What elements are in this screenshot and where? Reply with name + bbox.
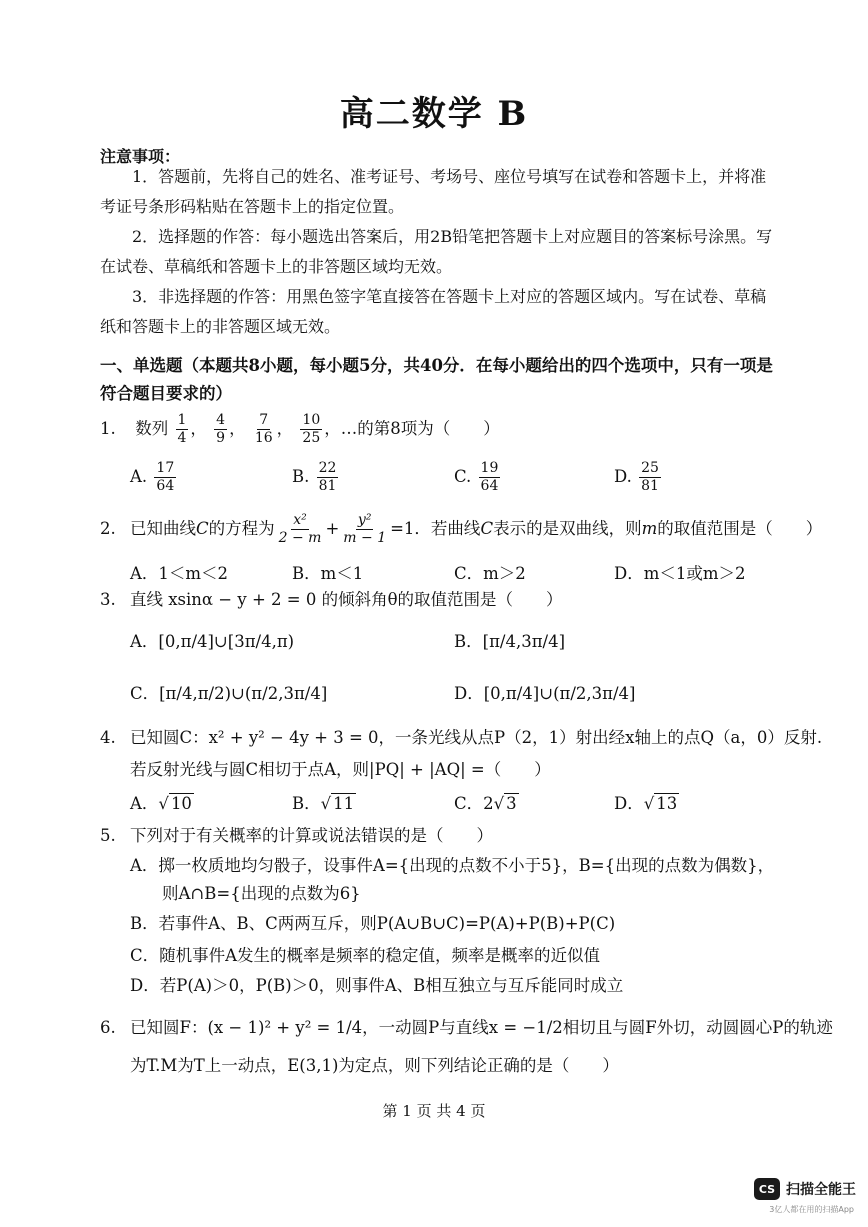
q3-option-b: B．[π/4,3π/4] <box>454 632 566 651</box>
q3-option-a: A．[0,π/4]∪[3π/4,π) <box>130 632 295 651</box>
q5-option-b: B．若事件A、B、C两两互斥，则P(A∪B∪C)=P(A)+P(B)+P(C) <box>130 914 616 933</box>
question-3: 3. 直线 xsinα − y + 2 = 0 的倾斜角θ的取值范围是（ ） <box>100 590 563 609</box>
q4-option-c: C．2√ 3 <box>454 794 517 813</box>
q4-option-b: B．√ 11 <box>292 794 355 813</box>
question-2: 2. 已知曲线C的方程为 $\frac{\text{x²}}{2 - m}$ + $\frac{\text{y²}}{m - 1}$ =1．若曲线C表示的是双曲线，则m的取值范围是（ ） <box>100 512 823 546</box>
question-6-line2: 为T.M为T上一动点，E(3,1)为定点，则下列结论正确的是（ ） <box>130 1056 619 1075</box>
question-6: 6. 已知圆F：(x − 1)² + y² = 1/4，一动圆P与直线x = −1/2相切且与圆F外切，动圆圆心P的轨迹 <box>100 1018 833 1037</box>
q2-option-a: A．1＜m＜2 <box>130 564 229 583</box>
watermark-text: 扫描全能王 <box>786 1182 856 1198</box>
q5-option-a: A．掷一枚质地均匀骰子，设事件A={出现的点数不小于5}，B={出现的点数为偶数}， <box>130 856 775 875</box>
question-4-line2: 若反射光线与圆C相切于点A，则|PQ| + |AQ| =（ ） <box>130 760 551 779</box>
notice-heading: 注意事项： <box>100 147 181 166</box>
fraction: $\frac{1}{4}$ <box>177 412 187 446</box>
fraction: $\frac{10}{25}$ <box>302 412 321 446</box>
q5-option-d: D．若P(A)＞0，P(B)＞0，则事件A、B相互独立与互斥能同时成立 <box>130 976 624 995</box>
q1-option-b: B. $\frac{22}{81}$ <box>292 460 337 494</box>
question-1: 1. 数列 $\frac{1}{4}$ ， $\frac{4}{9}$ ， $\frac{7}{16}$ ， $\frac{10}{25}$ ，…的第8项为（ ） <box>100 412 500 446</box>
q5-option-c: C．随机事件A发生的概率是频率的稳定值，频率是概率的近似值 <box>130 946 601 965</box>
q1-suffix: ，…的第8项为（ ） <box>324 419 500 438</box>
question-4: 4. 已知圆C：x² + y² − 4y + 3 = 0，一条光线从点P（2，1）射出经x轴上的点Q（a，0）反射. <box>100 728 823 747</box>
q3-option-d: D．[0,π/4]∪(π/2,3π/4] <box>454 684 636 703</box>
q2-option-d: D．m＜1或m＞2 <box>614 564 746 583</box>
notice-item-1: 1．答题前，先将自己的姓名、准考证号、考场号、座位号填写在试卷和答题卡上，并将准考证号条形码粘贴在答题卡上的指定位置。 <box>100 167 767 216</box>
q4-option-d: D．√ 13 <box>614 794 678 813</box>
fraction: $\frac{4}{9}$ <box>216 412 226 446</box>
q2-option-b: B．m＜1 <box>292 564 364 583</box>
page-title: 高二数学 B <box>339 94 529 134</box>
question-5: 5. 下列对于有关概率的计算或说法错误的是（ ） <box>100 826 493 845</box>
q1-option-a: A. $\frac{17}{64}$ <box>130 460 175 494</box>
section-heading: 一、单选题（本题共8小题，每小题5分，共40分．在每小题给出的四个选项中，只有一项是符合题目要求的） <box>100 356 773 403</box>
page-footer: 第 1 页 共 4 页 <box>382 1102 486 1120</box>
question-number: 1. <box>100 419 116 438</box>
q1-option-c: C. $\frac{19}{64}$ <box>454 460 499 494</box>
scanner-watermark <box>754 1178 856 1200</box>
fraction: $\frac{7}{16}$ <box>254 412 273 446</box>
q3-option-c: C．[π/4,π/2)∪(π/2,3π/4] <box>130 684 328 703</box>
notice-item-2: 2．选择题的作答：每小题选出答案后，用2B铅笔把答题卡上对应题目的答案标号涂黑。写在试卷、草稿纸和答题卡上的非答题区域均无效。 <box>100 227 773 276</box>
camscanner-logo-icon: CS <box>754 1178 780 1200</box>
q5-option-a-line2: 则A∩B={出现的点数为6} <box>162 884 361 903</box>
q4-option-a: A．√ 10 <box>130 794 192 813</box>
watermark-subtext: 3亿人都在用的扫描App <box>769 1205 854 1214</box>
notice-item-3: 3．非选择题的作答：用黑色签字笔直接答在答题卡上对应的答题区域内。写在试卷、草稿纸和答题卡上的非答题区域无效。 <box>100 287 767 336</box>
q1-option-d: D. $\frac{25}{81}$ <box>614 460 659 494</box>
q2-option-c: C．m＞2 <box>454 564 526 583</box>
q1-prefix: 数列 <box>135 419 169 438</box>
